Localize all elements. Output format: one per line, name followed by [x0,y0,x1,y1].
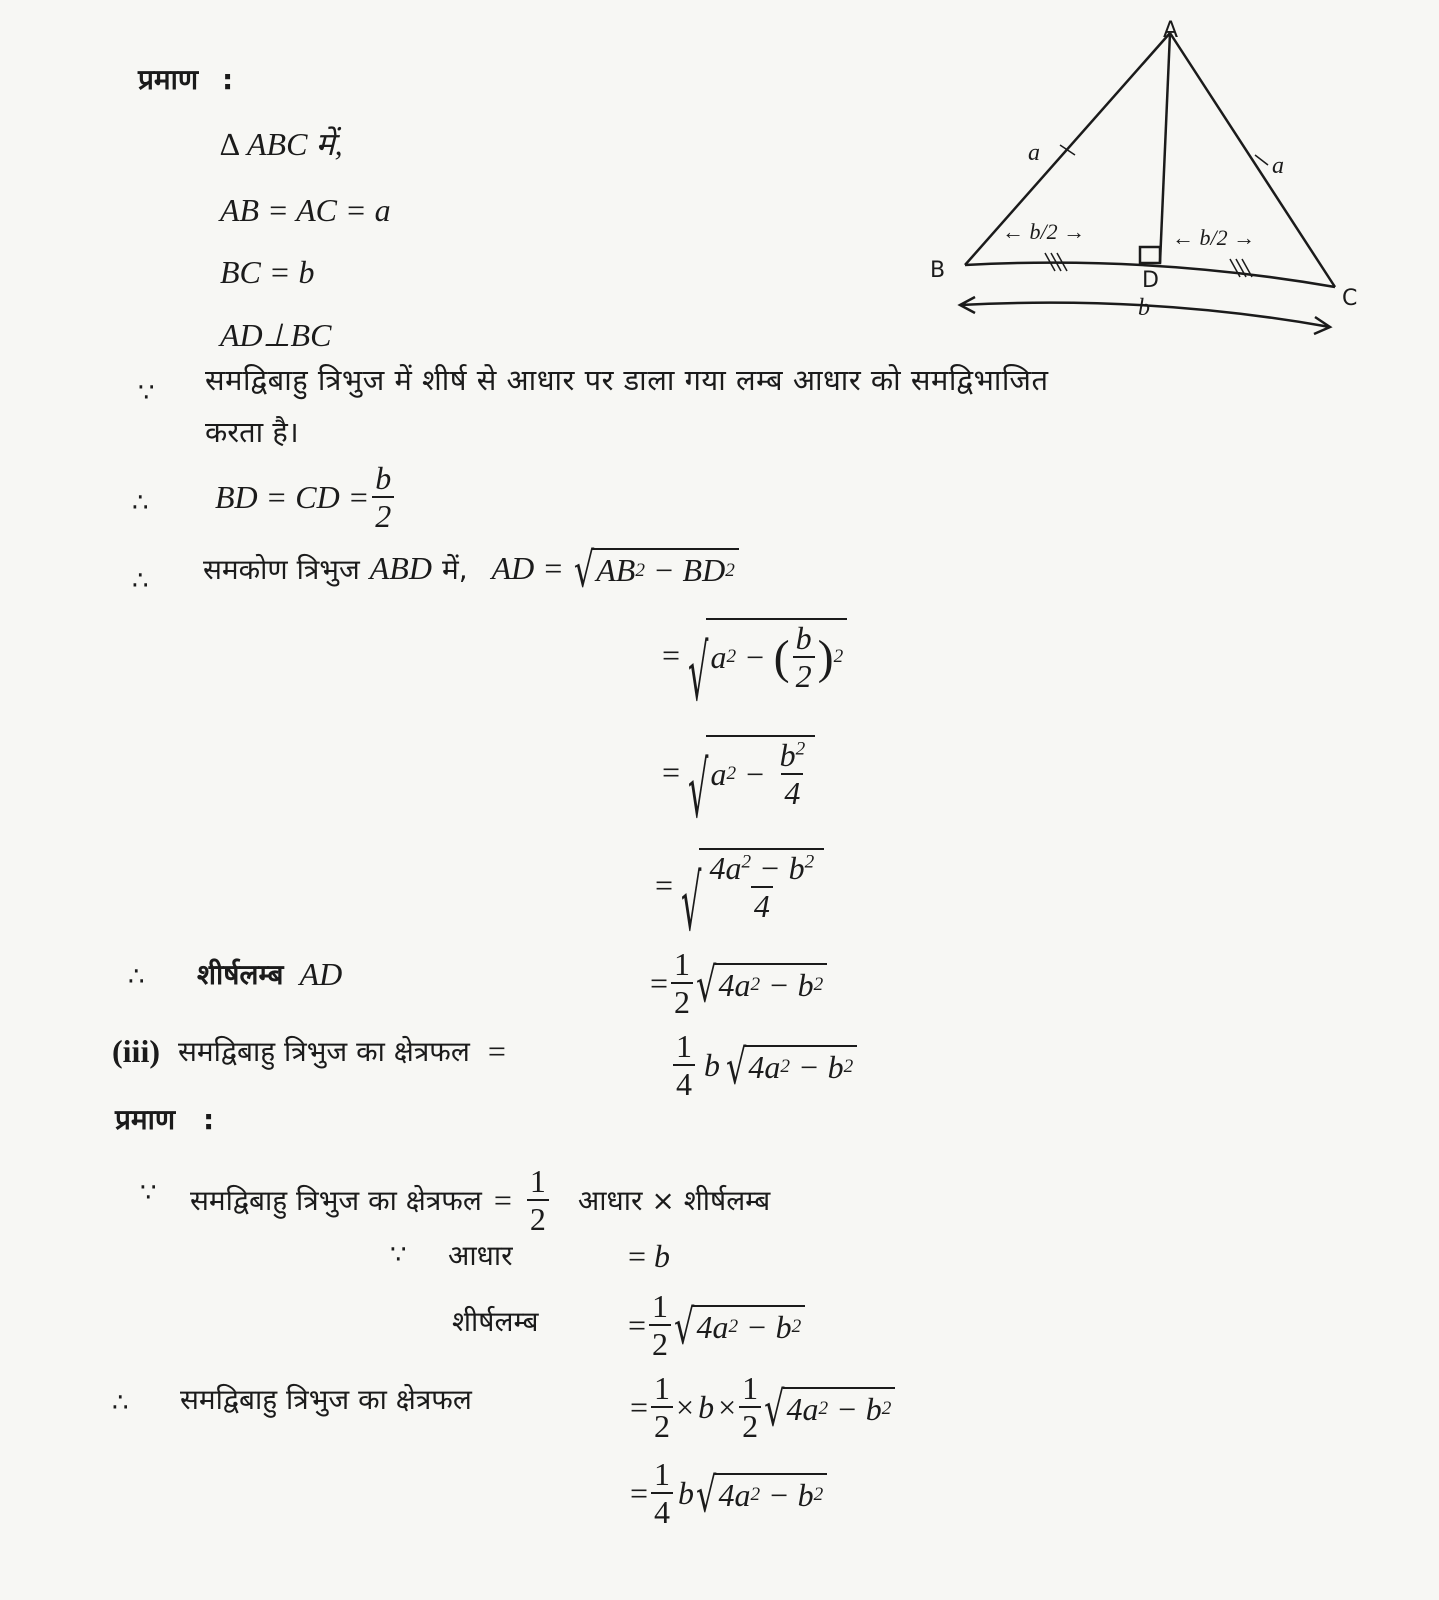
area-expansion: = $\frac{1}{2}$ × b × $\frac{1}{2}$ √ 4a 2 − b 2 [630,1372,895,1442]
base-word: आधार [448,1239,513,1272]
part-iii-text: समद्विबाहु त्रिभुज का क्षेत्रफल [177,1035,470,1068]
vertex-d-label: D [1142,268,1159,293]
mein-text: में, [441,552,468,586]
step-sqrt-a2-b2over4: = √ a 2 − $\frac{b^2}{4}$ [662,735,815,809]
step-sqrt-a2-b2over2: = √ a 2 − ( $\frac{b}{2}$ ) 2 [662,618,847,692]
side-ab-label: a [1028,140,1040,166]
proof-heading [138,60,233,98]
vertex-b-label: B [930,258,946,283]
abd-label: ABD [369,550,432,586]
because-symbol-1: ∵ [138,378,155,408]
given-line-4: AD⊥BC [220,317,332,353]
vertex-c-label: C [1342,286,1358,311]
area-formula-line: समद्विबाहु त्रिभुज का क्षेत्रफल = $\frac{1}{2}$ आधार × शीर्षलम्ब [190,1163,771,1237]
because-symbol-2: ∵ [140,1178,157,1208]
half-base-right-label: ← b/2 → [1172,225,1256,250]
altitude-value: = $\frac{1}{2}$ √ 4a 2 − b 2 [628,1290,805,1360]
part-iii-formula: $\frac{1}{4}$ b √ 4a 2 − b 2 [670,1030,857,1100]
ad-eq: AD = [491,550,564,586]
half-base-left-label: ← b/2 → [1002,219,1086,244]
triangle-figure [920,15,1380,355]
therefore-symbol-2: ∴ [132,566,149,596]
part-iii-statement: (iii) समद्विबाहु त्रिभुज का क्षेत्रफल = [112,1032,506,1069]
altitude-ad [1160,33,1170,263]
therefore-symbol-3: ∴ [128,962,145,992]
altitude-result-value: = $\frac{1}{2}$ √ 4a 2 − b 2 [650,948,827,1018]
vertex-a-label: A [1163,18,1179,43]
bd-equation [215,462,397,532]
proof-heading-2: प्रमाण : [115,1103,215,1136]
therefore-symbol-4: ∴ [112,1388,129,1418]
area-final: = $\frac{1}{4}$ b √ 4a 2 − b 2 [630,1458,827,1528]
b-over-2: $\frac{b}{2}$ [372,462,394,532]
right-triangle-line [203,541,739,599]
given-line-2: AB = AC = a [220,192,391,228]
base-value: = b [628,1238,671,1274]
side-ac-label: a [1272,153,1284,179]
step-sqrt-fraction: = √ $\frac{4a^2 - b^2}{4}$ [655,848,824,922]
proof-heading-colon: : [221,63,234,96]
proof-heading-text: प्रमाण [138,63,199,96]
reason-line-1: समद्विबाहु त्रिभुज में शीर्ष से आधार पर डाला गया लम्ब आधार को समद्विभाजित [205,363,1049,397]
right-angle-mark [1140,247,1160,263]
given-line-1: ∆ ABC में, [220,126,343,162]
part-iii-label: (iii) [112,1032,160,1069]
sqrt-ab2-bd2: √ AB 2 − BD 2 [574,548,739,589]
altitude-result-label: शीर्षलम्ब AD [197,955,343,992]
area-statement-2: समद्विबाहु त्रिभुज का क्षेत्रफल [180,1383,472,1416]
base-label: b [1138,295,1150,321]
therefore-symbol-1: ∴ [132,488,149,518]
altitude-word: शीर्षलम्ब [452,1305,539,1338]
right-triangle-text: समकोण त्रिभुज [203,552,360,586]
because-symbol-3: ∵ [390,1240,407,1270]
bd-lhs: BD = CD = [215,478,370,515]
reason-line-2: करता है। [205,415,299,449]
given-line-3: BC = b [220,254,315,290]
